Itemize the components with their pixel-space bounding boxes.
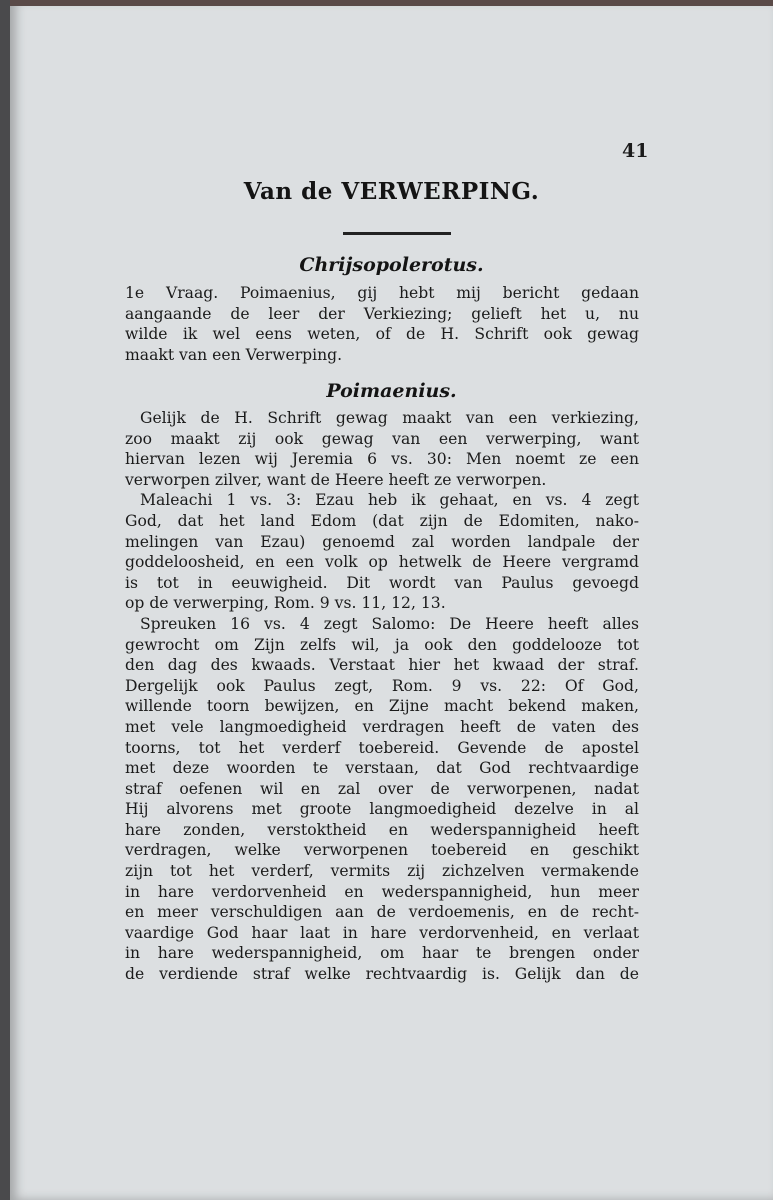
text-line: en meer verschuldigen aan de verdoemenis, en de recht- [125,903,639,922]
text-line: verdragen, welke verworpenen toebereid en geschikt [125,841,639,860]
text-line: maakt van een Verwerping. [125,345,343,364]
text-line: melingen van Ezau) genoemd zal worden landpale der [125,532,639,551]
text-line: God, dat het land Edom (dat zijn de Edomiten, nako- [125,511,639,530]
text-line: aangaande de leer der Verkiezing; gelieft het u, nu [125,304,639,323]
page-number: 41 [622,140,649,162]
book-page [10,0,773,1200]
chapter-title: Van de VERWERPING. [243,178,540,205]
text-line: met vele langmoedigheid verdragen heeft de vaten des [125,717,639,736]
text-line: vaardige God haar laat in hare verdorvenheid, en verlaat [125,923,639,942]
speaker-heading-poimaenius: Poimaenius. [326,380,457,402]
text-line: Hij alvorens met groote langmoedigheid dezelve in al [125,800,639,819]
text-line: den dag des kwaads. Verstaat hier het kwaad der straf. [125,656,639,675]
text-line: in hare wederspannigheid, om haar te brengen onder [125,944,639,963]
text-line: hiervan lezen wij Jeremia 6 vs. 30: Men noemt ze een [125,450,639,469]
text-line: 1e Vraag. Poimaenius, gij hebt mij bericht gedaan [125,284,639,302]
text-line: zoo maakt zij ook gewag van een verwerping, want [125,429,639,448]
text-line: zijn tot het verderf, vermits zij zichzelven vermakende [125,862,639,881]
text-line: goddeloosheid, en een volk op hetwelk de Heere vergramd [125,553,639,572]
page-top-edge [10,0,773,6]
text-line: hare zonden, verstoktheid en wederspannigheid heeft [125,820,639,839]
text-line: wilde ik wel eens weten, of de H. Schrift ook gewag [125,325,639,344]
text-line: verworpen zilver, want de Heere heeft ze verworpen. [125,470,547,489]
text-line: is tot in eeuwigheid. Dit wordt van Paulus gevoegd [125,573,639,592]
answer-paragraph [125,408,639,985]
text-line: willende toorn bewijzen, en Zijne macht bekend maken, [125,697,639,716]
question-paragraph [125,283,639,365]
text-line: straf oefenen wil en zal over de verworpenen, nadat [125,779,639,798]
text-line: in hare verdorvenheid en wederspannigheid, hun meer [125,882,639,901]
text-line: gewrocht om Zijn zelfs wil, ja ook den goddelooze tot [125,635,639,654]
text-line: Spreuken 16 vs. 4 zegt Salomo: De Heere heeft alles [140,614,639,633]
text-line: Gelijk de H. Schrift gewag maakt van een verkiezing, [140,409,639,427]
title-divider [343,232,451,235]
speaker-heading-chrysopolerotus: Chrijsopolerotus. [299,254,484,276]
text-line: de verdiende straf welke rechtvaardig is. Gelijk dan de [125,965,639,984]
text-line: Dergelijk ook Paulus zegt, Rom. 9 vs. 22: Of God, [125,676,639,695]
text-line: Maleachi 1 vs. 3: Ezau heb ik gehaat, en vs. 4 zegt [140,491,639,510]
text-line: op de verwerping, Rom. 9 vs. 11, 12, 13. [125,594,446,613]
text-line: met deze woorden te verstaan, dat God rechtvaardige [125,759,639,778]
text-line: toorns, tot het verderf toebereid. Gevende de apostel [125,738,639,757]
